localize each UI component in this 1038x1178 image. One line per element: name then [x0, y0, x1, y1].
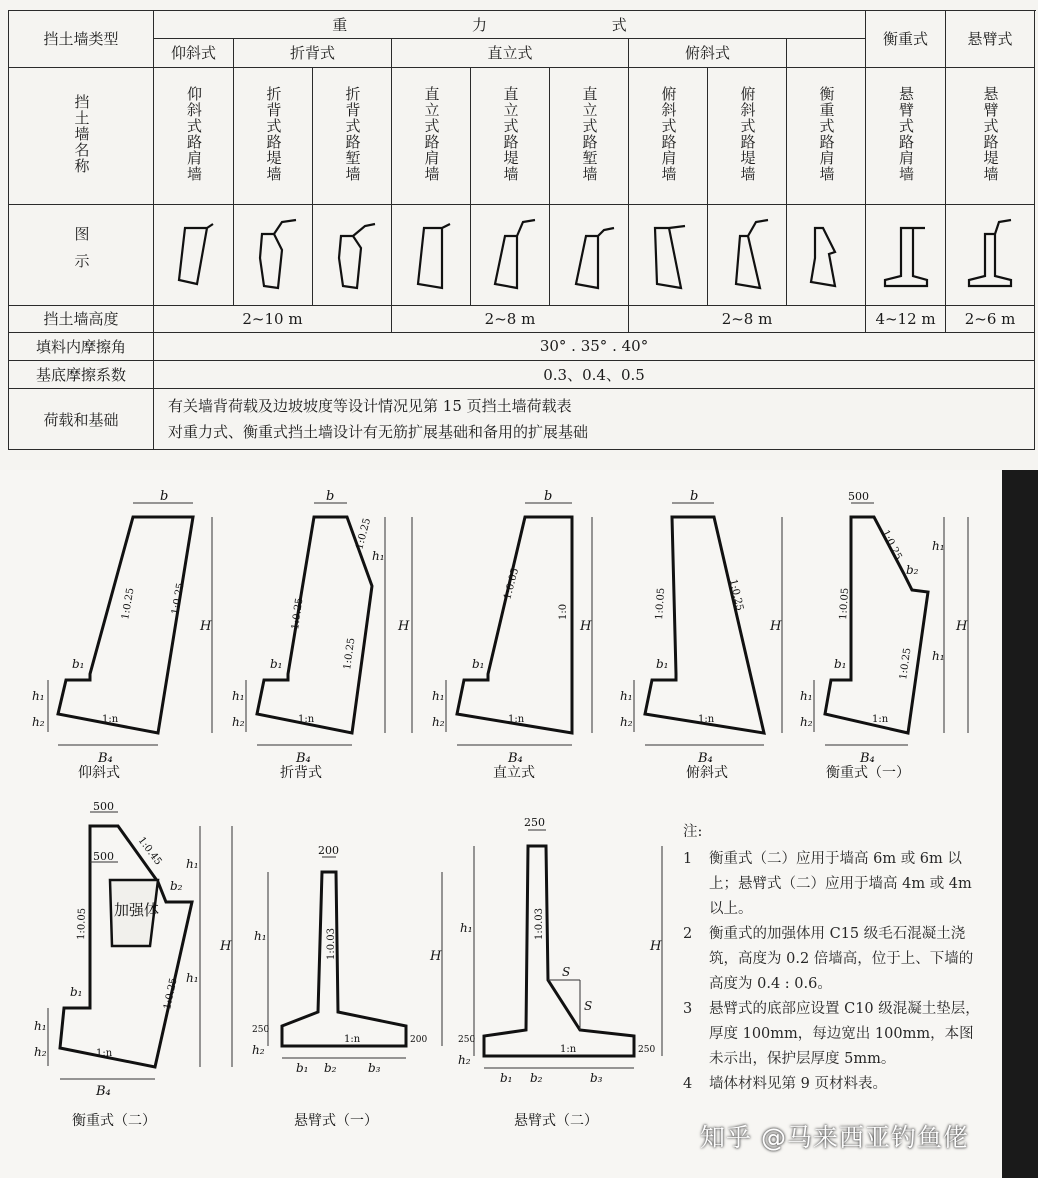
name-cell [392, 67, 471, 205]
dim-b1: b₁ [500, 1071, 513, 1085]
balance-weight-wall-icon [799, 214, 853, 292]
dim-H: H [580, 619, 592, 634]
dim-h1: h₁ [800, 689, 813, 703]
vertical-section [457, 517, 572, 733]
dim-b2: b₂ [170, 879, 183, 893]
dim-top: 500 [848, 490, 869, 503]
slope-back: 1:0.25 [120, 587, 137, 621]
retaining-wall-spec-table [8, 10, 1035, 450]
figure-row [9, 205, 1035, 306]
dim-H: H [956, 619, 968, 634]
dim-b3: b₃ [368, 1061, 381, 1075]
name-cell [708, 67, 787, 205]
base-friction-value: 0.3、0.4、0.5 [154, 360, 1035, 388]
subtype-foreslope: 俯斜式 [629, 39, 787, 67]
name-0: 仰斜式路肩墙 [185, 85, 203, 182]
height-vertical: 2~8 m [392, 306, 629, 332]
dim-B4: B₄ [98, 751, 113, 766]
slope: 1:0.03 [326, 928, 337, 960]
height-cantilever: 2~6 m [946, 306, 1035, 332]
vertical-cut-wall-icon [562, 214, 616, 292]
diagram-cantilever-1 [252, 844, 442, 1129]
figure-cell [313, 205, 392, 306]
dim-b1: b₁ [656, 657, 669, 671]
dim-h1: h₁ [254, 929, 267, 943]
base-slope: 1:n [698, 714, 715, 725]
name-cell [787, 67, 866, 205]
cantilever-1-section [282, 872, 406, 1046]
name-4: 直立式路堤墙 [501, 85, 520, 182]
friction-label: 填料内摩擦角 [9, 332, 154, 360]
base-slope: 1:n [560, 1044, 577, 1055]
height-balance: 4~12 m [866, 306, 946, 332]
name-6: 俯斜式路肩墙 [659, 85, 678, 182]
dim-b1: b₁ [296, 1061, 309, 1075]
gravity-header: 重 力 式 [154, 11, 866, 39]
dim-s2: S [584, 999, 593, 1013]
foreslope-section [645, 517, 764, 733]
dim-B4: B₄ [96, 1084, 111, 1099]
name-cell [866, 67, 946, 205]
note-item [683, 922, 983, 997]
dim-hl: h₁ [186, 971, 199, 985]
load-line-1: 有关墙背荷载及边坡坡度等设计情况见第 15 页挡土墙荷载表 [168, 397, 572, 416]
subtype-backslope: 仰斜式 [154, 39, 234, 67]
notes-title: 注: [683, 824, 703, 840]
cantilever-embankment-wall-icon [963, 214, 1017, 292]
broken-back-section [257, 517, 372, 733]
height-brokenback: 2~10 m [154, 306, 392, 332]
note-text: 悬臂式的底部应设置 C10 级混凝土垫层，厚度 100mm，每边宽出 100mm，本图未示出，保护层厚度 5mm。 [709, 1001, 980, 1067]
name-label: 挡土墙名称 [72, 93, 91, 174]
name-cell [946, 67, 1035, 205]
caption-balance-1: 衡重式（一） [826, 765, 910, 781]
caption-cantilever-2: 悬臂式（二） [514, 1113, 598, 1129]
reinforcement-label: 加强体 [114, 901, 160, 919]
load-line-2: 对重力式、衡重式挡土墙设计有无筋扩展基础和备用的扩展基础 [168, 423, 589, 442]
figure-cell [234, 205, 313, 306]
name-5: 直立式路堑墙 [580, 85, 599, 182]
dim-top: 200 [318, 844, 339, 857]
dim-hu: h₁ [372, 549, 385, 563]
subtype-vertical: 直立式 [392, 39, 629, 67]
name-cell [550, 67, 629, 205]
cantilever-shoulder-wall-icon [879, 214, 933, 292]
dim-b1: b₁ [834, 657, 847, 671]
base-slope: 1:n [508, 714, 525, 725]
dim-h2: h₂ [32, 715, 45, 729]
caption-balance-2: 衡重式（二） [72, 1113, 156, 1129]
name-9: 悬臂式路肩墙 [897, 85, 916, 182]
diagram-foreslope [620, 489, 782, 781]
dim-h2: h₂ [34, 1045, 47, 1059]
dim-b2: b₂ [906, 563, 919, 577]
load-content [154, 389, 1035, 450]
dim-B4: B₄ [860, 751, 875, 766]
dim-hl: h₁ [932, 649, 945, 663]
note-number: 3 [683, 1001, 693, 1017]
dim-right: 200 [410, 1035, 428, 1045]
base-slope: 1:n [872, 714, 889, 725]
name-cell [154, 67, 234, 205]
dim-h1: h₁ [232, 689, 245, 703]
dim-b3: b₃ [590, 1071, 603, 1085]
diagram-balance-2 [34, 800, 232, 1129]
diagram-broken-back [232, 489, 412, 781]
cantilever-header: 悬臂式 [946, 11, 1035, 68]
dim-b1: b₁ [72, 657, 85, 671]
dim-b1: b₁ [70, 985, 83, 999]
foreslope-shoulder-wall-icon [641, 214, 695, 292]
dim-h2: h₂ [458, 1053, 471, 1067]
base-slope: 1:n [96, 1048, 113, 1059]
dim-hu: h₁ [932, 539, 945, 553]
dim-h2: h₂ [232, 715, 245, 729]
dim-B4: B₄ [508, 751, 523, 766]
name-cell [629, 67, 708, 205]
dim-h1: h₁ [32, 689, 45, 703]
name-2: 折背式路堑墙 [343, 85, 362, 182]
figure-cell [392, 205, 471, 306]
type-header: 挡土墙类型 [9, 11, 154, 68]
dim-b: b [160, 489, 169, 504]
base-friction-label: 基底摩擦系数 [9, 360, 154, 388]
name-8: 衡重式路肩墙 [817, 85, 836, 182]
dim-h2: h₂ [432, 715, 445, 729]
note-number: 4 [683, 1076, 693, 1092]
subtype-brokenback: 折背式 [234, 39, 392, 67]
load-label: 荷载和基础 [9, 389, 154, 450]
dim-b: b [544, 489, 553, 504]
dim-H: H [650, 939, 662, 954]
name-label-cell [9, 67, 154, 205]
figure-cell [471, 205, 550, 306]
figure-cell [708, 205, 787, 306]
foreslope-embankment-wall-icon [720, 214, 774, 292]
dim-top: 250 [524, 816, 545, 829]
caption-cantilever-1: 悬臂式（一） [294, 1113, 378, 1129]
note-text: 衡重式（二）应用于墙高 6m 或 6m 以上；悬臂式（二）应用于墙高 4m 或 4m 以上。 [709, 851, 972, 917]
note-number: 1 [683, 851, 693, 867]
dim-b1: b₁ [270, 657, 283, 671]
caption-broken-back: 折背式 [280, 765, 322, 781]
slope-face: 1:0.05 [654, 587, 668, 621]
note-item [683, 1072, 983, 1097]
dim-B4: B₄ [296, 751, 311, 766]
dim-B4: B₄ [698, 751, 713, 766]
dim-b: b [690, 489, 699, 504]
cantilever-2-section [484, 846, 634, 1056]
dim-H: H [430, 949, 442, 964]
name-cell [313, 67, 392, 205]
vertical-shoulder-wall-icon [404, 214, 458, 292]
diagram-backslope [32, 489, 212, 781]
dim-H: H [770, 619, 782, 634]
base-slope: 1:n [102, 714, 119, 725]
slope-upper: 1:0.45 [135, 835, 164, 868]
figure-cell [154, 205, 234, 306]
figure-cell [550, 205, 629, 306]
diagram-vertical [432, 489, 592, 781]
spec-table-sheet [0, 0, 1038, 470]
vertical-embankment-wall-icon [483, 214, 537, 292]
backslope-section [58, 517, 193, 733]
dim-H: H [200, 619, 212, 634]
figure-cell [866, 205, 946, 306]
dim-H: H [398, 619, 410, 634]
figure-label-cell [9, 205, 154, 306]
balance-1-section [825, 517, 928, 733]
name-cell [471, 67, 550, 205]
caption-foreslope: 俯斜式 [686, 765, 728, 781]
slope-back: 1:0.25 [727, 578, 745, 612]
broken-back-cut-wall-icon [325, 214, 379, 292]
dim-left: 250 [458, 1035, 476, 1045]
broken-back-wall-icon [246, 214, 300, 292]
name-1: 折背式路堤墙 [264, 85, 283, 182]
slope-face: 1:0.05 [76, 907, 89, 941]
dim-b1: b₁ [472, 657, 485, 671]
notes-block [683, 820, 983, 1097]
base-slope: 1:n [298, 714, 315, 725]
caption-backslope: 仰斜式 [78, 765, 120, 781]
name-cell [234, 67, 313, 205]
balance-header: 衡重式 [866, 11, 946, 68]
diagram-cantilever-2 [458, 816, 662, 1129]
dim-b2: b₂ [324, 1061, 337, 1075]
figure-cell [787, 205, 866, 306]
dim-left: 250 [252, 1025, 270, 1035]
dim-h2: h₂ [800, 715, 813, 729]
dim-H: H [220, 939, 232, 954]
dim-h1: h₁ [432, 689, 445, 703]
note-item [683, 997, 983, 1072]
slope-lower: 1:0.25 [354, 517, 374, 551]
note-text: 衡重式的加强体用 C15 级毛石混凝土浇筑，高度为 0.2 倍墙高，位于上、下墙的高度为 0.4 : 0.6。 [709, 926, 974, 992]
note-item [683, 847, 983, 922]
watermark: 知乎 @马来西亚钓鱼佬 [700, 1123, 969, 1152]
name-10: 悬臂式路堤墙 [981, 85, 1000, 182]
slope-lower: 1:0.25 [162, 977, 180, 1011]
figure-cell [946, 205, 1035, 306]
slope-face: 1:0.25 [342, 637, 358, 671]
dim-s1: S [562, 965, 571, 979]
slope: 1:0.03 [534, 908, 545, 940]
dim-h1: h₁ [460, 921, 473, 935]
dim-b: b [326, 489, 335, 504]
note-text: 墙体材料见第 9 页材料表。 [709, 1076, 887, 1092]
slope-lower: 1:0.25 [898, 647, 914, 681]
names-row [9, 67, 1035, 205]
note-number: 2 [683, 926, 693, 942]
base-slope: 1:n [344, 1034, 361, 1045]
dim-top2: 500 [93, 850, 114, 863]
slope-face: 1:0.25 [170, 582, 187, 616]
dim-h1: h₁ [34, 1019, 47, 1033]
dim-top: 500 [93, 800, 114, 813]
friction-value: 30° . 35° . 40° [154, 332, 1035, 360]
height-label: 挡土墙高度 [9, 306, 154, 332]
diagram-balance-1 [800, 490, 968, 781]
slope-back: 1:0 [558, 603, 569, 620]
caption-vertical: 直立式 [493, 765, 535, 781]
dim-right: 250 [638, 1045, 656, 1055]
slope-face: 1:0.05 [502, 567, 522, 601]
backslope-wall-icon [167, 214, 221, 292]
figure-cell [629, 205, 708, 306]
name-3: 直立式路肩墙 [422, 85, 441, 182]
figure-label: 图示 [72, 226, 91, 281]
height-foreslope: 2~8 m [629, 306, 866, 332]
dim-b2: b₂ [530, 1071, 543, 1085]
dim-hu: h₁ [186, 857, 199, 871]
dim-h2: h₂ [252, 1043, 265, 1057]
dim-h1: h₁ [620, 689, 633, 703]
slope-upper: 1:0.25 [879, 528, 904, 562]
name-7: 俯斜式路堤墙 [738, 85, 757, 182]
slope-upper: 1:0.25 [290, 597, 306, 631]
dim-h2: h₂ [620, 715, 633, 729]
slope-face: 1:0.05 [838, 587, 852, 621]
